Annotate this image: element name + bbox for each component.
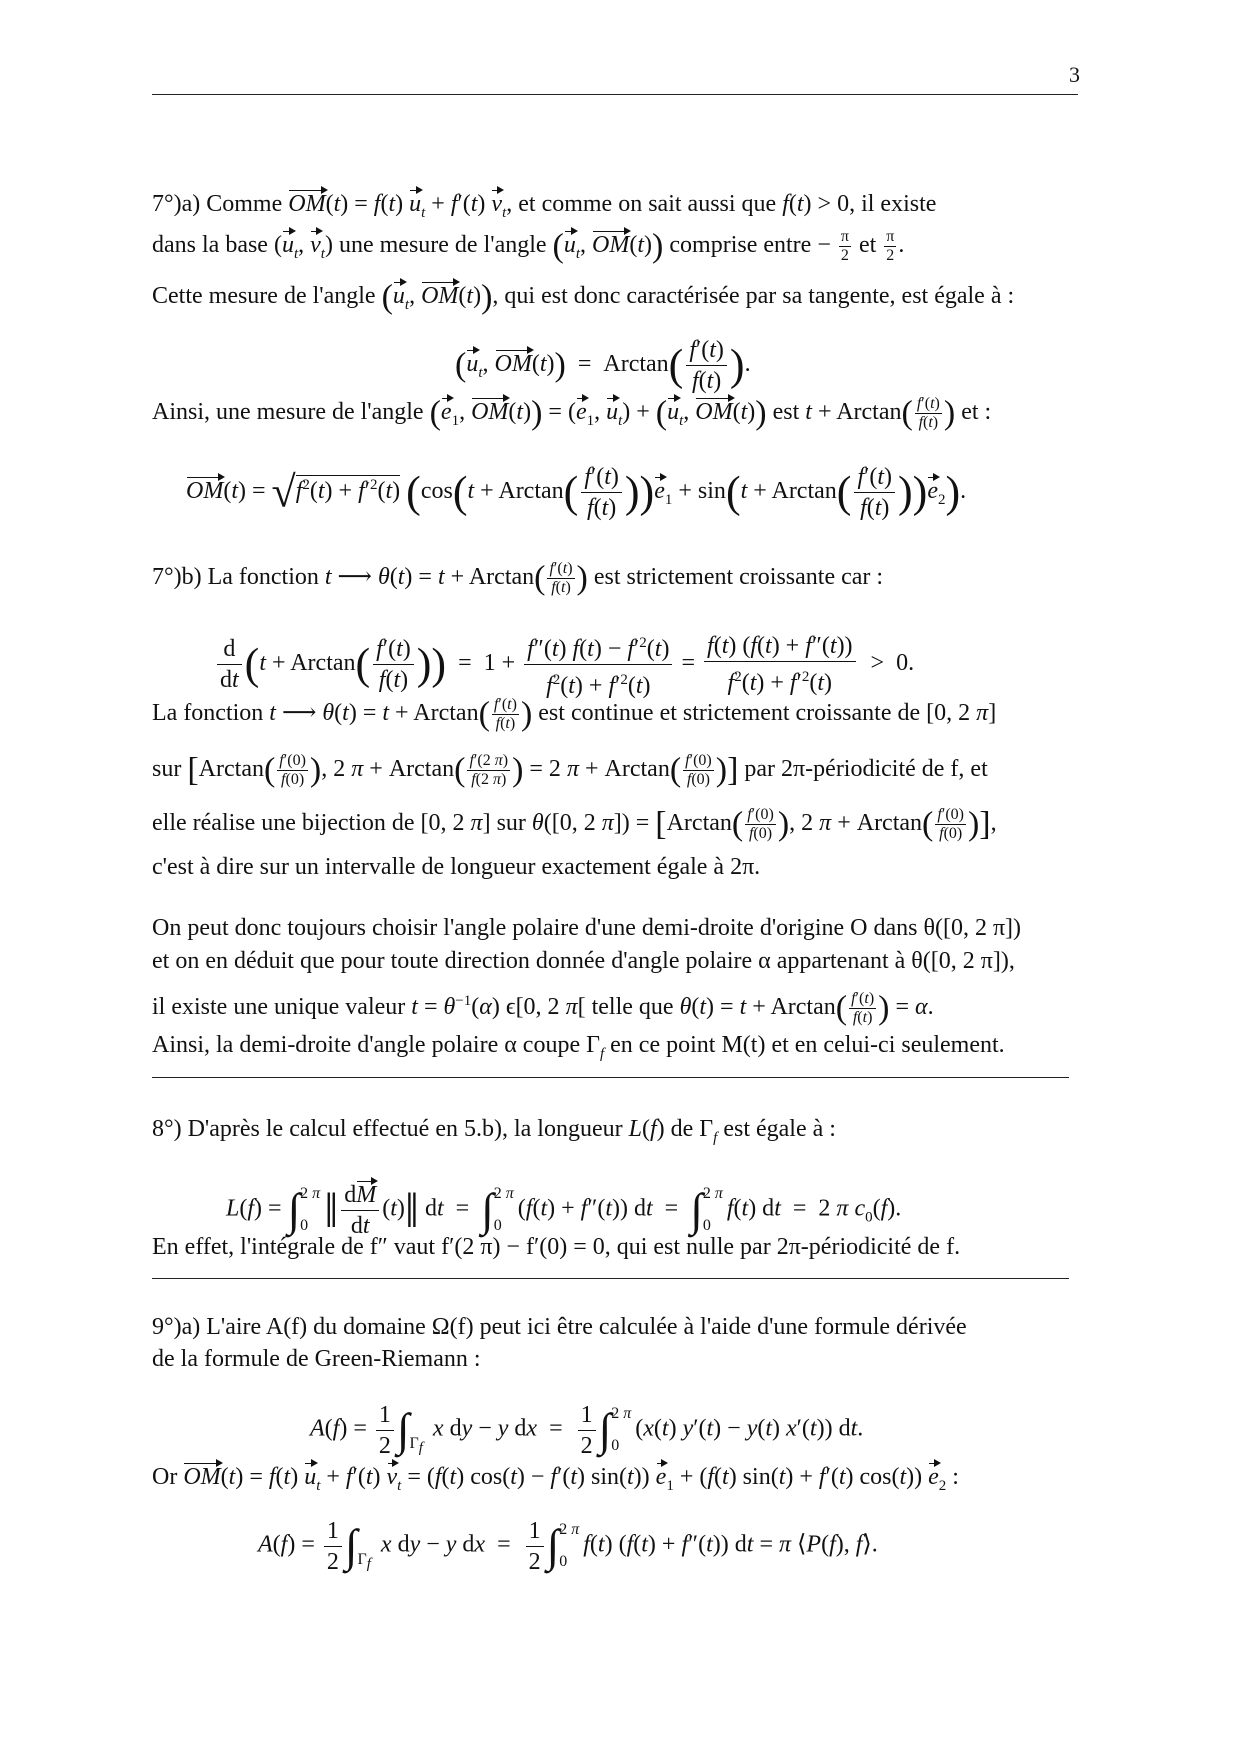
s7b-line-4: elle réalise une bijection de [0, 2 π] sur θ([0, 2 π]) = [Arctan( $\frac{f'(0)}{f(0)}$ ), 2 π + Arctan( $\frac{f'(0)}{f(0)}$ )], [152,805,997,843]
eq-area-1: A(f) = $\frac{1}{2}$ ∫ $\Gamma_f$ x dy − y dx = $\frac{1}{2}$ ∫ 2 π 0 (x(t) y′(t) − y(t) x′(t)) dt. [310,1401,864,1459]
s7a-line-3: Cette mesure de l'angle ($u_t$, OM(t)), qui est donc caractérisée par sa tangente, est égale à : [152,278,1015,316]
s7b-line-5: c'est à dire sur un intervalle de longueur exactement égale à 2π. [152,854,761,880]
eq-om-expansion: $OM(t) = √f^2(t) + f'^2(t) (\cos(t + Arctan$( $\frac{f'(t)}{f(t)}$ ))$e_1 + \sin(t + Arctan$( $\frac{f'(t)}{f(t)}$ ))$e_2$). [186,464,967,521]
s7b-line-3: sur [Arctan( $\frac{f'(0)}{f(0)}$ ), 2 π + Arctan( $\frac{f'(2 \pi)}{f(2 \pi)}$ ) = 2 π + Arctan( $\frac{f'(0)}{f(0)}$ )] par 2π-périodicité de f, et [152,751,988,789]
eq-angle-arctan: ($u_t$, OM(t)) = Arctan( $\frac{f'(t)}{f(t)}$ ). [455,337,751,394]
s9-line-3: Or OM(t) = f(t) $u_t + f'(t) v_t = (f(t) \cos(t) - f'(t)$ sin(t)) $e_1 + (f(t) \sin(t) + f'(t)$ cos(t)) $e_2$ : [152,1464,959,1494]
s8-line-1: 8°) D'après le calcul effectué en 5.b), la longueur L(f) de $\Gamma_f$ est égale à : [152,1116,836,1146]
s7b-line-1: 7°)b) La fonction t ⟶ θ(t) = t + Arctan( $\frac{f'(t)}{f(t)}$ ) est strictement croissante car : [152,559,884,597]
eq-area-2: A(f) = $\frac{1}{2}$ ∫ $\Gamma_f$ x dy − y dx = $\frac{1}{2}$ ∫ 2 π 0 f(t) (f(t) + f″(t)) dt = π ⟨P(f), f⟩. [258,1517,878,1575]
s7b-p2-line-3: il existe une unique valeur $t = \theta^{-1}(\alpha)$ ϵ[0, 2 π[ telle que θ(t) = t + Arctan( $\frac{f'(t)}{f(t)}$ ) = α. [152,989,934,1027]
s9-line-1: 9°)a) L'aire A(f) du domaine Ω(f) peut ici être calculée à l'aide d'une formule dérivée [152,1314,967,1340]
s7a-line-1: 7°)a) Comme OM(t) = f(t) $u_t + f'(t)$ $v_t$, et comme on sait aussi que f(t) > 0, il existe [152,191,937,221]
s7b-p2-line-2: et on en déduit que pour toute direction donnée d'angle polaire α appartenant à θ([0, 2 π]), [152,948,1015,974]
eq-length: L(f) = ∫ 2 π 0 ‖ $\frac{dM}{dt}$ (t)‖ dt = ∫ 2 π 0 (f(t) + f″(t)) dt = ∫ 2 π 0 f(t) dt = 2 π $c_0(f)$. [226,1181,902,1239]
s7b-p2-line-1: On peut donc toujours choisir l'angle polaire d'une demi-droite d'origine O dans θ([0, 2 π]) [152,915,1022,941]
s8-line-2: En effet, l'intégrale de f″ vaut f′(2 π) − f′(0) = 0, qui est nulle par 2π-périodicité de f. [152,1234,961,1260]
header-rule [152,94,1078,95]
eq-derivative: $\frac{d}{dt}$ (t + Arctan( $\frac{f'(t)}{f(t)}$ )) = 1 + $\frac{f''(t) f(t) - f'^2(t)}{f^2(t) + f'^2(t)}$ = $\frac{f(t) (f(t) + f''(t))}{f^2(t) + f'^2(t)}$ > 0. [214,628,914,701]
separator-1 [152,1077,1069,1078]
s7a-line-2: dans la base ($u_t$, $v_t$) une mesure de l'angle ($u_t$, OM(t)) comprise entre − $\frac{\pi}{2}$ et $\frac{\pi}{2}$ . [152,227,905,265]
s9-line-2: de la formule de Green-Riemann : [152,1346,481,1372]
s7a-line-4: Ainsi, une mesure de l'angle ($e_1$, $OM(t)) = (e_1$, $u_t) + (u_t$, OM(t)) est t + Arctan( $\frac{f'(t)}{f(t)}$ ) et : [152,394,992,432]
s7b-line-2: La fonction t ⟶ θ(t) = t + Arctan( $\frac{f'(t)}{f(t)}$ ) est continue et strictement croissante de [0, 2 π] [152,695,997,733]
separator-2 [152,1278,1069,1279]
s7b-p2-line-4: Ainsi, la demi-droite d'angle polaire α coupe $\Gamma_f$ en ce point M(t) et en celui-ci seulement. [152,1032,1005,1062]
page-number: 3 [1069,62,1080,87]
